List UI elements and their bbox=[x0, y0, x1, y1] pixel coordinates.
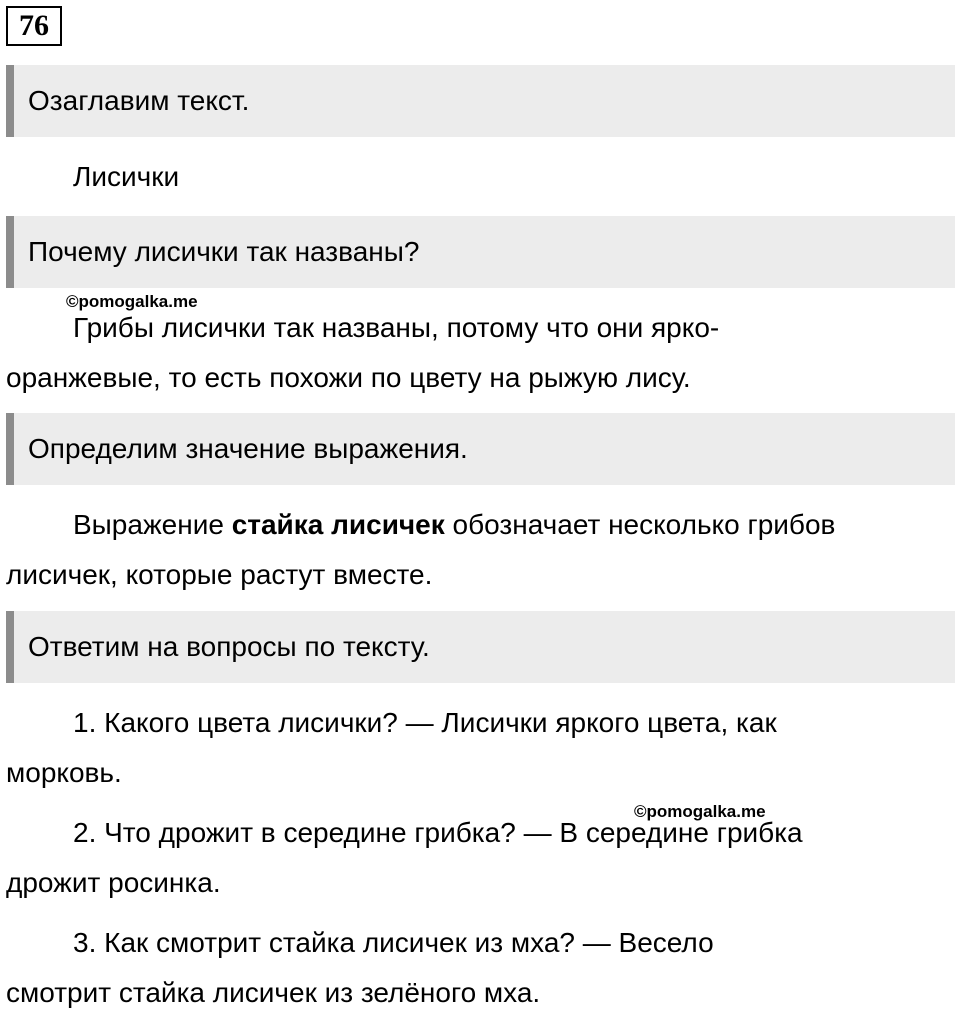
section-heading-questions: Ответим на вопросы по тексту. bbox=[6, 611, 955, 683]
section-heading-expression: Определим значение выражения. bbox=[6, 413, 955, 485]
expression-answer bbox=[6, 500, 856, 600]
watermark-2: ©pomogalka.me bbox=[634, 802, 766, 821]
title-answer: Лисички bbox=[73, 161, 180, 192]
answer-3: 3. Как смотрит стайка лисичек из мха? — Весело смотрит стайка лисичек из зелёного мха. bbox=[6, 927, 714, 1008]
expression-term: стайка лисичек bbox=[231, 509, 445, 540]
expression-text-start: Выражение bbox=[73, 509, 232, 540]
answer-1: 1. Какого цвета лисички? — Лисички яркого цвета, как морковь. bbox=[6, 707, 777, 788]
why-answer: Грибы лисички так названы, потому что они ярко-оранжевые, то есть похожи по цвету на рыжую лису. bbox=[6, 312, 720, 393]
answer-2: 2. Что дрожит в середине грибка? — В середине грибка дрожит росинка. bbox=[6, 817, 803, 898]
task-number: 76 bbox=[6, 6, 62, 46]
expression-text-end: обозначает несколько грибов лисичек, которые растут вместе. bbox=[6, 509, 836, 590]
section-heading-why: Почему лисички так названы? bbox=[6, 216, 955, 288]
section-heading-title: Озаглавим текст. bbox=[6, 65, 955, 137]
watermark: ©pomogalka.me bbox=[66, 292, 198, 311]
